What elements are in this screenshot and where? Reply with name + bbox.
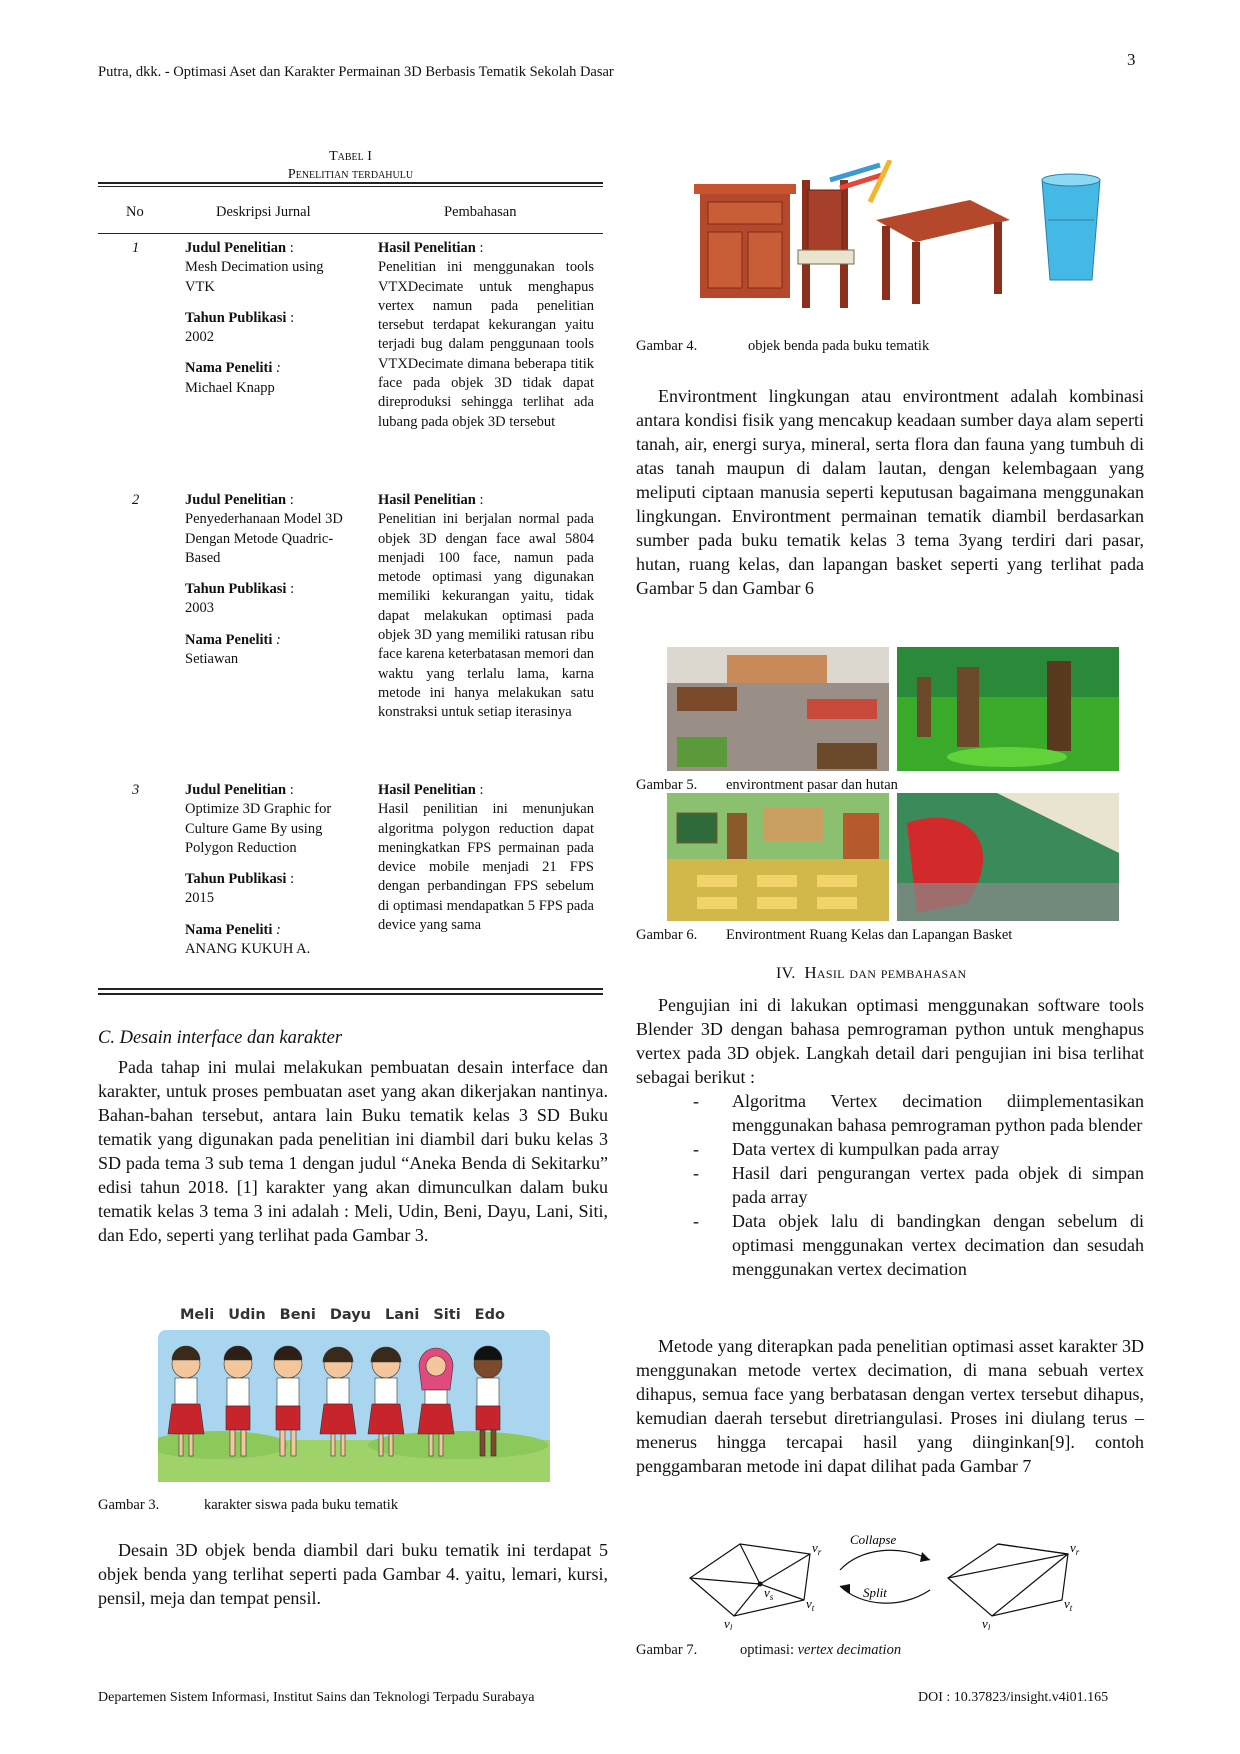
table-row-deskripsi: Judul Penelitian : Mesh Decimation using VTK Tahun Publikasi : 2002 Nama Peneliti : Michael Knapp: [185, 240, 324, 396]
figure7-vertex-decimation-diagram: [680, 1530, 1100, 1630]
figure4-caption: objek benda pada buku tematik: [748, 338, 930, 354]
list-item: - Hasil dari pengurangan vertex pada objek di simpan pada array: [636, 1161, 1144, 1209]
section-iv-bullets: [636, 1089, 1144, 1281]
table-row-no: 2: [132, 492, 140, 508]
table-header-no: No: [126, 204, 144, 220]
figure5-caption: environtment pasar dan hutan: [726, 777, 898, 793]
svg-text:vl: $v_l$: [724, 1616, 733, 1630]
table-row-pembahasan: Hasil Penelitian : Penelitian ini menggunakan tools VTXDecimate untuk menghapus vertex namun pada penelitian tersebut terdapat kekurangan yaitu terjadi bug dalam penggunaan tools VTXDecimate dimana beberapa titik face pada objek 3D tidak dapat direproduksi sehingga terlihat ada lubang pada objek 3D tersebut: [378, 240, 594, 430]
figure3-caption: karakter siswa pada buku tematik: [204, 1497, 399, 1513]
classroom-image: [667, 793, 889, 921]
market-image: [667, 647, 889, 771]
svg-text:vs: $v_s$: [764, 1585, 774, 1602]
section-iv-paragraph-1: Pengujian ini di lakukan optimasi menggunakan software tools Blender 3D dengan bahasa pemrograman python untuk menghapus vertex pada 3D objek. Langkah detail dari pengujian ini bisa terlihat sebagai berikut :: [636, 995, 1144, 1087]
svg-text:vt: $v_t$: [1064, 1596, 1073, 1613]
table-icon: [876, 200, 1010, 304]
list-item: - Algoritma Vertex decimation diimplementasikan menggunakan bahasa pemrograman python pada blender: [636, 1089, 1144, 1137]
collapse-label: Collapse: [850, 1532, 897, 1547]
figure6-environment-images: [667, 793, 1119, 921]
table-header-rule: [98, 233, 603, 234]
svg-text:vr: $v_r$: [1070, 1540, 1080, 1557]
page-number: 3: [1127, 50, 1136, 69]
table-row-no: 1: [132, 240, 140, 256]
figure5-environment-images: [667, 647, 1119, 771]
table-label: Tabel I: [329, 149, 372, 164]
footer-doi: DOI : 10.37823/insight.v4i01.165: [918, 1690, 1109, 1705]
table-top-rule-2: [98, 186, 603, 187]
figure4-objects-image: [690, 160, 1110, 310]
footer-affiliation: Departemen Sistem Informasi, Institut Sains dan Teknologi Terpadu Surabaya: [98, 1690, 535, 1705]
table-row-deskripsi: Judul Penelitian : Penyederhanaan Model 3D Dengan Metode Quadric-Based Tahun Publikasi : 2003 Nama Peneliti : Setiawan: [185, 492, 343, 668]
figure6-label: Gambar 6.: [636, 927, 698, 943]
figure7-caption: optimasi: vertex decimation: [740, 1642, 902, 1658]
list-item: - Data vertex di kumpulkan pada array: [636, 1137, 1144, 1161]
figure3-characters-image: [158, 1330, 550, 1482]
environment-paragraph: Environtment lingkungan atau environtment adalah kombinasi antara kondisi fisik yang mencakup keadaan sumber daya alam seperti tanah, air, energi surya, mineral, serta flora dan fauna yang tumbuh di atas tanah maupun di dalam lautan, dengan kelembagaan yang meliputi ciptaan manusia seperti keputusan bagaimana menggunakan lingkungan. Environtment permainan tematik diambil berdasarkan sumber pada buku tematik kelas 3 tema 3yang terdiri dari pasar, hutan, ruang kelas, dan lapangan basket seperti yang terlihat pada Gambar 5 dan Gambar 6: [636, 386, 1144, 598]
forest-image: [897, 647, 1119, 771]
section-c-title: C. Desain interface dan karakter: [98, 1028, 343, 1048]
svg-text:vl: $v_l$: [982, 1616, 991, 1630]
figure3-label: Gambar 3.: [98, 1497, 160, 1513]
table-title: Penelitian terdahulu: [287, 167, 414, 182]
table-header-deskripsi: Deskripsi Jurnal: [216, 204, 311, 220]
section-iv-paragraph-2: Metode yang diterapkan pada penelitian optimasi asset karakter 3D menggunakan metode vertex decimation, di mana sebuah vertex dihapus, semua face yang berbatasan dengan vertex tersebut dihapus, kemudian daerah tersebut diretriangulasi. Proses ini diulang terus – menerus hingga tercapai hasil yang diinginkan[9]. contoh penggambaran metode ini dapat dilihat pada Gambar 7: [636, 1336, 1144, 1476]
table-header-pembahasan: Pembahasan: [444, 204, 517, 220]
table-row-pembahasan: Hasil Penelitian : Hasil penilitian ini menunjukan algoritma polygon reduction dapat meningkatkan FPS permainan pada device mobile menjadi 21 FPS dengan perbandingan FPS sebelum di optimasi mendapatkan 5 FPS pada device yang sama: [378, 782, 594, 934]
table-row-deskripsi: Judul Penelitian : Optimize 3D Graphic for Culture Game By using Polygon Reduction Tahun Publikasi : 2015 Nama Peneliti : ANANG KUKUH A.: [185, 782, 332, 958]
table-row-pembahasan: Hasil Penelitian : Penelitian ini berjalan normal pada objek 3D dengan face awal 5804 menjadi 100 face, namun pada metode optimasi yang digunakan memiliki kekurangan yaitu, tidak dapat melakukan optimasi pada objek 3D yang memiliki ratusan ribu face karena keterbatasan memori dan waktu yang terlalu lama, karna metode ini hanya melakukan satu konstraksi untuk setiap iterasinya: [378, 492, 594, 721]
section-c-paragraph-1: Pada tahap ini mulai melakukan pembuatan desain interface dan karakter, untuk proses pembuatan aset yang akan dikerjakan nantinya. Bahan-bahan tersebut, antara lain Buku tematik kelas 3 SD Buku tematik yang digunakan pada penelitian ini diambil dari buku kelas 3 SD pada tema 3 sub tema 1 dengan judul “Aneka Benda di Sekitarku” edisi tahun 2018. [1] karakter yang akan dimunculkan dalam buku tematik kelas 3 tema 3 ini adalah : Meli, Udin, Beni, Dayu, Lani, Siti, dan Edo, seperti yang terlihat pada Gambar 3.: [98, 1057, 608, 1245]
pencil-cup-icon: [1042, 174, 1100, 280]
cabinet-icon: [694, 184, 796, 298]
table-top-rule: [98, 182, 603, 184]
figure4-label: Gambar 4.: [636, 338, 698, 354]
split-label: Split: [863, 1585, 887, 1600]
table-bottom-rule-2: [98, 993, 603, 995]
section-iv-heading: IV. Hasil dan pembahasan: [776, 963, 967, 982]
figure7-label: Gambar 7.: [636, 1642, 698, 1658]
table-bottom-rule: [98, 988, 603, 990]
list-item: - Data objek lalu di bandingkan dengan sebelum di optimasi menggunakan vertex decimation dan sesudah menggunakan vertex decimation: [636, 1209, 1144, 1281]
section-c-paragraph-2: Desain 3D objek benda diambil dari buku tematik ini terdapat 5 objek benda yang terlihat seperti pada Gambar 4. yaitu, lemari, kursi, pensil, meja dan tempat pensil.: [98, 1540, 608, 1608]
basketball-court-image: [897, 793, 1119, 921]
chair-icon: [798, 180, 854, 308]
svg-text:vr: $v_r$: [812, 1540, 822, 1557]
table-row-no: 3: [132, 782, 140, 798]
svg-text:vt: $v_t$: [806, 1596, 815, 1613]
figure5-label: Gambar 5.: [636, 777, 698, 793]
running-header: Putra, dkk. - Optimasi Aset dan Karakter Permainan 3D Berbasis Tematik Sekolah Dasar: [98, 64, 614, 80]
figure3-names: Meli Udin Beni Dayu Lani Siti Edo: [180, 1307, 505, 1323]
figure6-caption: Environtment Ruang Kelas dan Lapangan Basket: [726, 927, 1013, 943]
